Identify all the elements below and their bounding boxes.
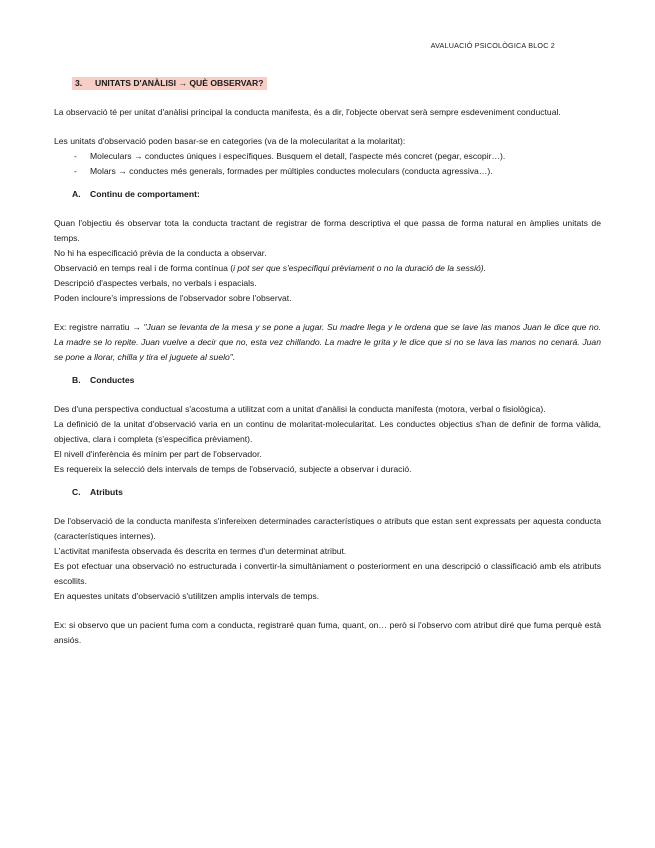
example-prefix: Ex: registre narratiu →: [54, 322, 141, 332]
bullet-dash: -: [74, 166, 77, 176]
bullet-text: Moleculars → conductes úniques i específiques. Busquem el detall, l'aspecte més concret (pegar, escopir…).: [90, 151, 506, 161]
subsection-c-heading: [72, 485, 601, 500]
page-header: AVALUACIÓ PSICOLÒGICA BLOC 2: [430, 41, 555, 50]
section-title-highlight: [72, 77, 267, 90]
subsection-title: Atributs: [90, 487, 123, 497]
sub-a-paragraph-3: [54, 261, 601, 276]
bullet-text: Molars → conductes més generals, formades per múltiples conductes moleculars (conducta agressiva…).: [90, 166, 493, 176]
subsection-b-heading: [72, 373, 601, 388]
subsection-title: Conductes: [90, 375, 135, 385]
bullet-dash: -: [74, 151, 77, 161]
sub-a-example: [54, 320, 601, 365]
sub-c-example: Ex: si observo que un pacient fuma com a conducta, registraré quan fuma, quant, on… però si l'observo com atribut diré que fuma perquè està ansiós.: [54, 620, 601, 645]
sub-a-paragraph-3-italic: i pot ser que s'especifiqui prèviament o no la duració de la sessió).: [233, 263, 487, 273]
sub-b-paragraph-3: El nivell d'inferència és mínim per part de l'observador.: [54, 449, 262, 459]
document-body: [54, 76, 601, 648]
section-number: 3.: [75, 78, 83, 88]
sub-a-paragraph-3-normal: Observació en temps real i de forma contínua (: [54, 263, 234, 273]
bullet-item-moleculars: [54, 149, 601, 164]
sub-a-paragraph-1: Quan l'objectiu és observar tota la conducta tractant de registrar de forma descriptiva el que passa de forma natural en àmplies unitats de temps.: [54, 218, 601, 243]
section-title-text: UNITATS D'ANÀLISI → QUÈ OBSERVAR?: [95, 78, 264, 88]
subsection-letter: C.: [72, 487, 81, 497]
sub-a-paragraph-5: Poden incloure's impressions de l'observador sobre l'observat.: [54, 293, 292, 303]
subsection-letter: A.: [72, 189, 81, 199]
sub-c-paragraph-1: De l'observació de la conducta manifesta s'infereixen determinades característiques o atributs que estan sent expressats per aquesta conducta (característiques internes).: [54, 516, 601, 541]
section-title: [72, 76, 601, 91]
subsection-a-heading: [72, 187, 601, 202]
sub-c-paragraph-2: L'activitat manifesta observada és descrita en termes d'un determinat atribut.: [54, 546, 347, 556]
sub-c-paragraph-4: En aquestes unitats d'observació s'utilitzen amplis intervals de temps.: [54, 591, 320, 601]
sub-c-paragraph-3: Es pot efectuar una observació no estructurada i convertir-la simultàniament o posteriorment en una descripció o classificació amb els atributs escollits.: [54, 561, 601, 586]
sub-b-paragraph-2: La definició de la unitat d'observació varia en un continu de molaritat-molecularitat. Les conductes objectius s'han de definir de forma vàlida, objectiva, clara i completa (s'especifica prèviament).: [54, 419, 601, 444]
intro-paragraph: La observació té per unitat d'anàlisi principal la conducta manifesta, és a dir, l'objecte obervat serà sempre esdeveniment conductual.: [54, 107, 561, 117]
subsection-letter: B.: [72, 375, 81, 385]
subsection-title: Continu de comportament:: [90, 189, 200, 199]
bullet-item-molars: [54, 164, 601, 179]
sub-b-paragraph-1: Des d'una perspectiva conductual s'acostuma a utilitzat com a unitat d'anàlisi la conducta manifesta (motora, verbal o fisiològica).: [54, 404, 546, 414]
sub-a-paragraph-4: Descripció d'aspectes verbals, no verbals i espacials.: [54, 278, 257, 288]
sub-a-paragraph-2: No hi ha especificació prèvia de la conducta a observar.: [54, 248, 267, 258]
example-quote: "Juan se levanta de la mesa y se pone a jugar. Su madre llega y le ordena que se lave las manos Juan le dice que no. La madre se lo repite. Juan vuelve a decir que no, esta vez chillando. La madre le grita y le dice que si no se lava las manos no cenará. Juan se pone a llorar, chilla y tira el juguete al suelo".: [54, 322, 601, 362]
units-intro: Les unitats d'observació poden basar-se en categories (va de la molecularitat a la molaritat):: [54, 136, 406, 146]
sub-b-paragraph-4: Es requereix la selecció dels intervals de temps de l'observació, subjecte a observar i duració.: [54, 464, 412, 474]
